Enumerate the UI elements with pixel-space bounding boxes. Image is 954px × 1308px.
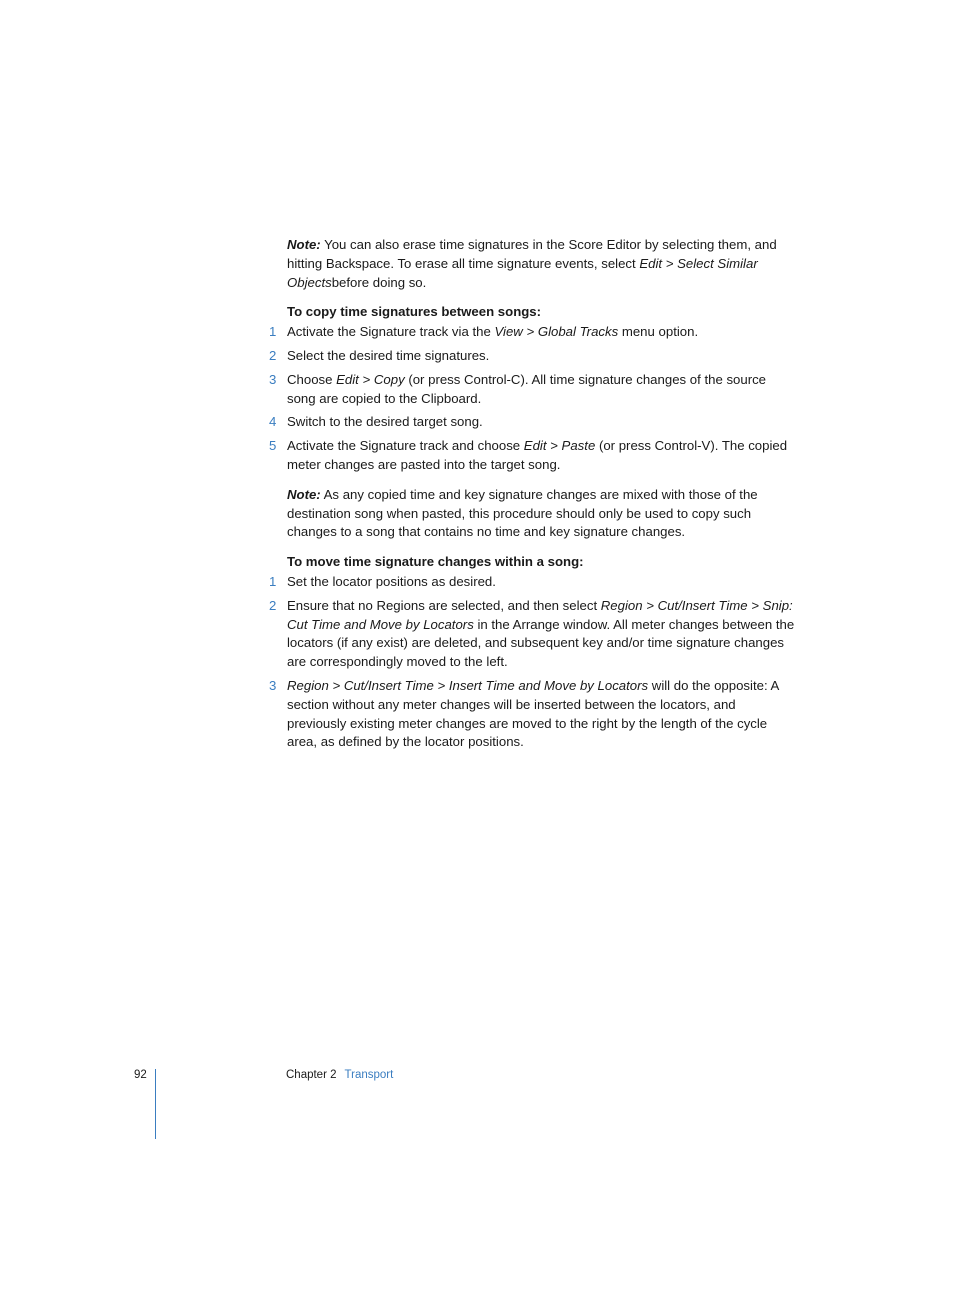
list-item: 3 Choose Edit > Copy (or press Control-C). All time signature changes of the source song are copied to the Clipboard. xyxy=(269,371,767,406)
step-number: 1 xyxy=(269,324,277,340)
note-paragraph: Note: As any copied time and key signature changes are mixed with those of the destination song when pasted, this procedure should only be used to copy such changes to a song that contains no time and key signature changes. xyxy=(287,486,758,540)
menu-path: Edit > Paste xyxy=(523,438,596,454)
chapter-title-link[interactable]: Transport xyxy=(344,1069,394,1081)
menu-path: Edit > Copy xyxy=(336,371,405,387)
note-label: Note: xyxy=(287,237,321,252)
list-item: 3 Region > Cut/Insert Time > Insert Time and Move by Locators will do the opposite: A section without any meter changes will be inserted between the locators, and previously existing meter changes are moved to the right by the length of the cycle area, as defined by the locator positions. xyxy=(269,677,779,750)
list-item: 2 Select the desired time signatures. xyxy=(287,347,797,366)
menu-path: View > Global Tracks xyxy=(494,324,619,340)
page-number: 92 xyxy=(134,1069,147,1081)
steps-list xyxy=(269,573,797,752)
list-item: 2 Ensure that no Regions are selected, and then select Region > Cut/Insert Time > Snip: Cut Time and Move by Locators in the Arrange window. All meter changes between the locators (if any exist) are deleted, and subsequent key and/or time signature changes are correspondingly moved to the left. xyxy=(269,597,795,670)
step-number: 2 xyxy=(269,597,277,613)
step-number: 1 xyxy=(269,573,277,589)
page-body xyxy=(269,236,797,763)
menu-path: Region > Cut/Insert Time > Insert Time and Move by Locators xyxy=(287,677,649,693)
section-heading: To move time signature changes within a song: xyxy=(287,554,584,570)
step-number: 5 xyxy=(269,438,277,454)
section-heading: To copy time signatures between songs: xyxy=(287,304,542,320)
note-paragraph: Note: You can also erase time signatures in the Score Editor by selecting them, and hitting Backspace. To erase all time signature events, select Edit > Select Similar Objectsbefore doing so. xyxy=(287,237,777,290)
step-number: 4 xyxy=(269,414,277,430)
list-item: 1 Activate the Signature track via the View > Global Tracks menu option. xyxy=(287,323,797,342)
footer-chapter xyxy=(286,1069,393,1081)
steps-list xyxy=(269,323,797,475)
step-number: 3 xyxy=(269,677,277,693)
list-item: 5 Activate the Signature track and choose Edit > Paste (or press Control-V). The copied meter changes are pasted into the target song. xyxy=(269,438,788,472)
step-number: 3 xyxy=(269,371,277,387)
footer-divider xyxy=(155,1069,156,1139)
list-item: 4 Switch to the desired target song. xyxy=(287,413,797,432)
step-number: 2 xyxy=(269,347,277,363)
note-label: Note: xyxy=(287,486,321,502)
chapter-label: Chapter 2 xyxy=(286,1069,337,1081)
list-item: 1 Set the locator positions as desired. xyxy=(287,573,797,592)
menu-path: Edit > Select Similar Objects xyxy=(287,255,758,290)
menu-path: Region > Cut/Insert Time > Snip: Cut Time and Move by Locators xyxy=(287,597,793,632)
